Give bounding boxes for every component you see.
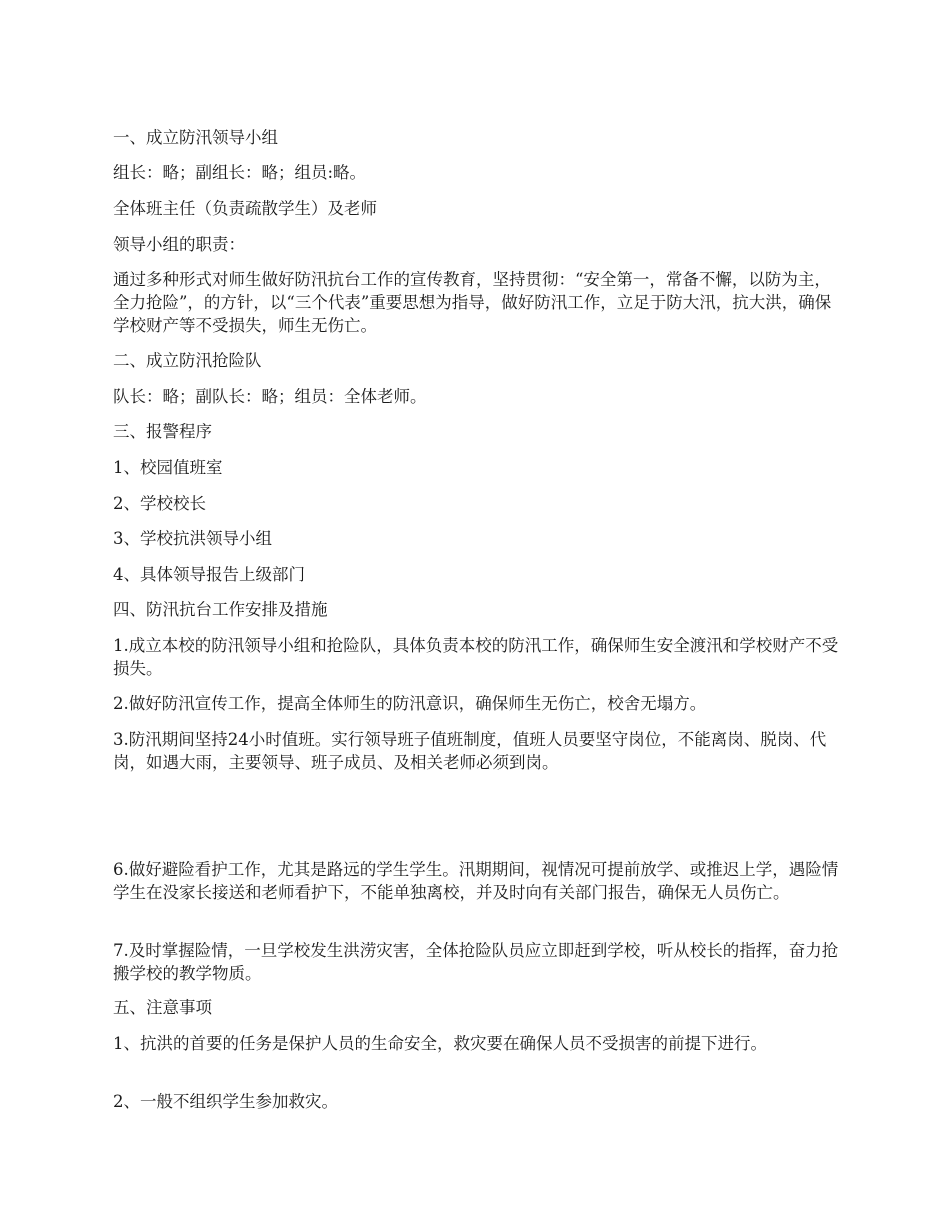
leader-list-text: 组长：略；副组长：略；组员:略。 bbox=[113, 163, 367, 182]
alarm-step-2: 2、学校校长 bbox=[113, 494, 206, 513]
section-heading-4: 四、防汛抗台工作安排及措施 bbox=[113, 600, 328, 619]
measure-6: 6.做好避险看护工作，尤其是路远的学生学生。汛期期间，视情况可提前放学、或推迟上学，遇险情学生在没家长接送和老师看护下，不能单独离校，并及时向有关部门报告，确保无人员伤亡。 bbox=[113, 860, 839, 902]
alarm-step-3: 3、学校抗洪领导小组 bbox=[113, 529, 272, 548]
measure-2: 2.做好防汛宣传工作，提高全体师生的防汛意识，确保师生无伤亡，校舍无塌方。 bbox=[113, 694, 707, 713]
section-heading-2: 二、成立防汛抢险队 bbox=[113, 351, 262, 370]
section-heading-5: 五、注意事项 bbox=[113, 998, 212, 1017]
team-list-text: 队长：略；副队长：略；组员：全体老师。 bbox=[113, 387, 427, 406]
alarm-step-1: 1、校园值班室 bbox=[113, 458, 223, 477]
section-heading-1: 一、成立防汛领导小组 bbox=[113, 128, 278, 147]
measure-7: 7.及时掌握险情，一旦学校发生洪涝灾害，全体抢险队员应立即赶到学校，听从校长的指挥，奋力抢搬学校的教学物质。 bbox=[113, 941, 839, 983]
measure-3: 3.防汛期间坚持24小时值班。实行领导班子值班制度，值班人员要坚守岗位，不能离岗、脱岗、代岗，如遇大雨，主要领导、班子成员、及相关老师必须到岗。 bbox=[113, 730, 827, 772]
teachers-text: 全体班主任（负责疏散学生）及老师 bbox=[113, 199, 377, 218]
note-1: 1、抗洪的首要的任务是保护人员的生命安全，救灾要在确保人员不受损害的前提下进行。 bbox=[113, 1034, 767, 1053]
alarm-step-4: 4、具体领导报告上级部门 bbox=[113, 565, 305, 584]
duties-heading: 领导小组的职责： bbox=[113, 235, 245, 254]
measure-1: 1.成立本校的防汛领导小组和抢险队，具体负责本校的防汛工作，确保师生安全渡汛和学校财产不受损失。 bbox=[113, 636, 839, 678]
section-heading-3: 三、报警程序 bbox=[113, 422, 212, 441]
duties-paragraph: 通过多种形式对师生做好防汛抗台工作的宣传教育，坚持贯彻：“安全第一，常备不懈，以防为主，全力抢险”，的方针，以“三个代表”重要思想为指导，做好防汛工作，立足于防大汛，抗大洪，确保学校财产等不受损失，师生无伤亡。 bbox=[113, 270, 832, 335]
note-2: 2、一般不组织学生参加救灾。 bbox=[113, 1092, 338, 1111]
